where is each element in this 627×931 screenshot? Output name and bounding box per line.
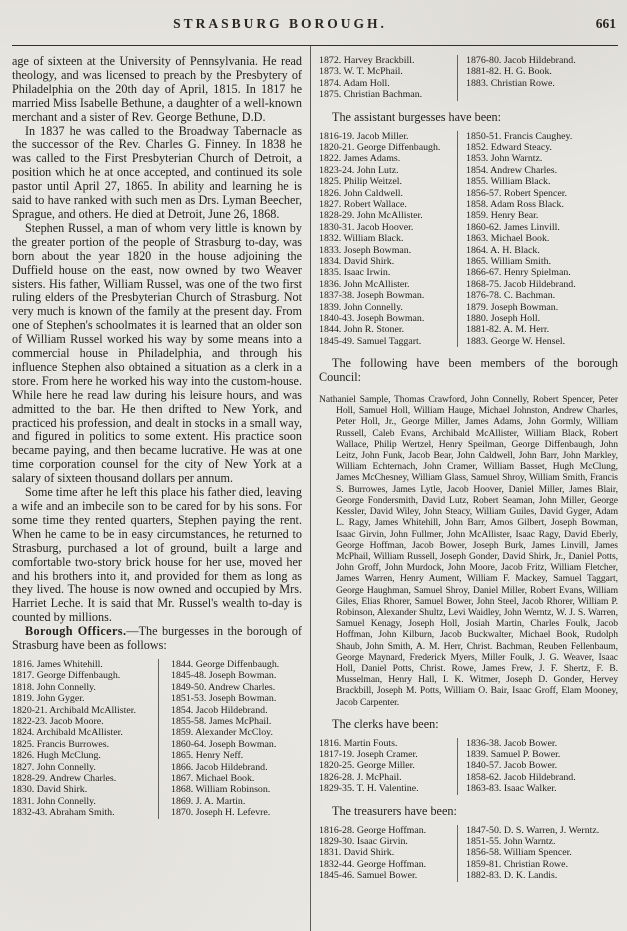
list-item: 1876-80. Jacob Hildebrand. xyxy=(466,55,576,66)
list-item: 1869. J. A. Martin. xyxy=(171,795,246,807)
list-item: 1864. A. H. Black. xyxy=(466,244,540,256)
list-item: 1830-31. Jacob Hoover. xyxy=(319,221,414,233)
page-number: 661 xyxy=(595,16,616,31)
list-item: 1872. Harvey Brackbill. xyxy=(319,55,415,66)
assistant-burgesses-heading: The assistant burgesses have been: xyxy=(332,109,502,124)
list-item: 1825. Francis Burrowes. xyxy=(12,738,110,750)
list-item: 1827. John Connelly. xyxy=(12,761,96,773)
list-item: 1865. William Smith. xyxy=(466,256,552,267)
list-item: 1866-67. Henry Spielman. xyxy=(466,267,571,279)
page-title: STRASBURG BOROUGH. xyxy=(173,16,387,31)
list-item: 1859-81. Christian Rowe. xyxy=(466,858,569,870)
list-item: 1832. William Black. xyxy=(319,233,404,245)
list-item: 1836. John McAllister. xyxy=(319,278,410,290)
list-item: 1879. Joseph Bowman. xyxy=(466,301,559,313)
list-item: 1831. David Shirk. xyxy=(319,847,395,859)
treasurers-list xyxy=(319,825,618,882)
council-members-names: Nathaniel Sample, Thomas Crawford, John Connelly, Robert Spencer, Peter Holl, Samuel Holl, William Hauge, Michael Johnston, Andrew Charles, Peter Holl, Jr., George Miller, James Adams, John Gormly, William Russell, Caleb Evans, Archibald McAllister, William Black, Robert Wallace, Philip Wertzel, Henry Speilman, George Diffenbaugh, John Leitz, John Funk, Jacob Bear, John Caldwell, John Barr, John Markley, William Echternach, John Cramer, William Basset, Hugh McClung, James McChesney, William Glass, Samuel Shroy, William Smith, Francis S. Burrowes, James Lytle, Jacob Hoover, Daniel Miller, James Blair, George Fondersmith, David Lutz, Robert Seaman, John Miller, George Kessler, David Wiley, John Steacy, William Guiles, David Gyger, Adam L. Ragy, James Whitehill, John Barr, Amos Gilbert, Joseph Bowman, Isaac Girvin, John Fullmer, John McAllister, Isaac Ragy, David Eberly, George Hoffman, Jacob Bower, Joseph Burk, James Linvill, James McPhail, William Russell, Joseph Gonder, David Shirk, Jr., Daniel Potts, John Groff, John Murdock, John Moore, Jacob Fritz, William Fletcher, James Warren, Henry Aument, William F. Mackey, Samuel Taggart, George Haughman, Samuel Shroy, Daniel Miller, Robert Evans, William Giles, Elias Rhorer, Samuel Bower, John Steel, Jacob Rhorer, William P. Robinson, Alexander Shultz, Levi Waidley, John Werntz, W. J. S. Warren, Samuel Kenagy, Joseph Holl, Josiah Martin, Charles Foulk, Jacob Hoffman, John Kilburn, Jacob Buckwalter, Michael Book, Rudolph Shaub, John Smith, A. M. Herr, Christ. Bachman, Reuben Fellenbaum, George Maynard, Frederick Myers, Miller Foulk, J. G. Weaver, Isaac Holl, Daniel Potts, Christ. Rowe, James Frew, J. F. Shertz, F. B. Musselman, Henry Hall, I. K. Witmer, Joseph D. Gonder, Hervey Brackbill, Joseph M. Potts, William O. Bair, Isaac Groff, Elam Mooney, Jacob Carpenter. xyxy=(319,394,618,708)
list-item: 1826-28. J. McPhail. xyxy=(319,771,402,783)
list-item: 1863-83. Isaac Walker. xyxy=(466,783,557,795)
list-item: 1868-75. Jacob Hildebrand. xyxy=(466,278,576,290)
list-item: 1851-53. Joseph Bowman. xyxy=(171,693,277,705)
list-item: 1820-21. Archibald McAllister. xyxy=(12,704,136,716)
list-item: 1876-78. C. Bachman. xyxy=(466,290,556,302)
list-item: 1859. Henry Bear. xyxy=(466,210,539,222)
list-item: 1818. John Connelly. xyxy=(12,681,96,693)
list-item: 1853. John Warntz. xyxy=(466,153,543,165)
list-item: 1854. Jacob Hildebrand. xyxy=(171,704,268,716)
list-item: 1837-38. Joseph Bowman. xyxy=(319,290,425,302)
treasurers-heading: The treasurers have been: xyxy=(332,803,457,818)
list-item: 1831. John Connelly. xyxy=(12,795,96,807)
list-item: 1823-24. John Lutz. xyxy=(319,164,399,176)
list-item: 1852. Edward Steacy. xyxy=(466,141,553,153)
list-item: 1845-49. Samuel Taggart. xyxy=(319,335,422,347)
borough-officers-intro xyxy=(12,625,302,653)
list-item: 1822. James Adams. xyxy=(319,153,401,165)
text-columns xyxy=(12,46,618,931)
list-item: 1874. Adam Holl. xyxy=(319,77,390,89)
list-item: 1820-25. George Miller. xyxy=(319,760,415,772)
list-item: 1855. William Black. xyxy=(466,176,551,188)
clerks-heading: The clerks have been: xyxy=(332,716,439,731)
list-item: 1834. David Shirk. xyxy=(319,256,395,267)
list-item: 1845-46. Samuel Bower. xyxy=(319,870,418,882)
list-item: 1863. Michael Book. xyxy=(466,233,550,245)
list-item: 1828-29. John McAllister. xyxy=(319,210,423,222)
paragraph-russel-family: Some time after he left this place his father died, leaving a wife and an imbecile son to be cared for by his sons. For some time they rented quarters, Stephen paying the rent. When he came to be in easy circumstances, he returned to Strasburg, purchased a lot of ground, built a large and comfortable two-story brick house for her use, moved her and his brothers into it, and provided for them as long as they lived. The house is now owned and occupied by Mrs. Harriet Leche. It is said that Mr. Russel's wealth to-day is counted by millions. xyxy=(12,485,302,625)
list-item: 1870. Joseph H. Lefevre. xyxy=(171,807,271,819)
list-item: 1850-51. Francis Caughey. xyxy=(466,130,573,142)
list-item: 1816. James Whitehill. xyxy=(12,658,103,670)
list-item: 1826. Hugh McClung. xyxy=(12,750,101,762)
list-item: 1832-44. George Hoffman. xyxy=(319,858,427,870)
list-item: 1865. Henry Neff. xyxy=(171,750,244,762)
list-item: 1860-62. James Linvill. xyxy=(466,221,560,233)
paragraph-biography-continuation: age of sixteen at the University of Pennsylvania. He read theology, and was licensed to preach by the Presbytery of Philadelphia on the 20th day of April, 1815. In 1817 he married Miss Isabelle Bethune, a daughter of a well-known merchant and a sister of Rev. George Bethune, D.D. xyxy=(12,54,302,124)
list-item: 1839. Samuel P. Bower. xyxy=(466,749,561,761)
burgesses-list xyxy=(12,659,302,819)
list-item: 1856-58. William Spencer. xyxy=(466,847,572,859)
list-item: 1833. Joseph Bowman. xyxy=(319,244,412,256)
list-item: 1830. David Shirk. xyxy=(12,784,88,796)
list-item: 1829-35. T. H. Valentine. xyxy=(319,783,419,795)
list-item: 1840-57. Jacob Bower. xyxy=(466,760,558,772)
page-header xyxy=(12,0,618,46)
treasurers-list-left xyxy=(319,825,458,882)
list-item: 1873. W. T. McPhail. xyxy=(319,66,403,78)
paragraph-broadway-tabernacle: In 1837 he was called to the Broadway Tabernacle as the successor of the Rev. Charles G. Finney. In 1838 he was called to the First Presbyterian Church of Detroit, a position which he at once accepted, and continued its sole pastor until April 27, 1865. In ability and learning he is said to have ranked with such men as Drs. Lyman Beecher, Sprague, and others. He died at Detroit, June 26, 1868. xyxy=(12,123,302,221)
list-item: 1835. Isaac Irwin. xyxy=(319,267,391,279)
burgesses-continued-list xyxy=(319,55,618,101)
list-item: 1819. John Gyger. xyxy=(12,693,85,705)
list-item: 1828-29. Andrew Charles. xyxy=(12,773,117,785)
clerks-list-right xyxy=(458,738,576,795)
list-item: 1820-21. George Diffenbaugh. xyxy=(319,141,441,153)
list-item: 1825. Philip Weitzel. xyxy=(319,176,402,188)
list-item: 1858-62. Jacob Hildebrand. xyxy=(466,771,576,783)
list-item: 1817-19. Joseph Cramer. xyxy=(319,749,418,761)
list-item: 1881-82. H. G. Book. xyxy=(466,66,552,78)
list-item: 1860-64. Joseph Bowman. xyxy=(171,738,277,750)
list-item: 1816-28. George Hoffman. xyxy=(319,824,427,836)
list-item: 1822-23. Jacob Moore. xyxy=(12,716,104,727)
list-item: 1817. George Diffenbaugh. xyxy=(12,670,121,682)
list-item: 1859. Alexander McCloy. xyxy=(171,727,273,739)
clerks-list-left xyxy=(319,738,458,795)
burgesses-continued-left xyxy=(319,55,458,101)
assistant-burgesses-right xyxy=(458,131,576,348)
list-item: 1868. William Robinson. xyxy=(171,784,271,796)
list-item: 1882-83. D. K. Landis. xyxy=(466,870,558,882)
list-item: 1849-50. Andrew Charles. xyxy=(171,681,276,693)
list-item: 1856-57. Robert Spencer. xyxy=(466,187,567,199)
burgesses-list-right xyxy=(159,659,279,819)
list-item: 1883. Christian Rowe. xyxy=(466,77,555,89)
list-item: 1827. Robert Wallace. xyxy=(319,198,407,210)
list-item: 1816-19. Jacob Miller. xyxy=(319,130,409,142)
borough-officers-intro-text: —The burgesses in the borough of Strasburg have been as follows: xyxy=(12,624,302,653)
list-item: 1816. Martin Fouts. xyxy=(319,737,398,749)
list-item: 1881-82. A. M. Herr. xyxy=(466,324,550,336)
list-item: 1854. Andrew Charles. xyxy=(466,164,558,176)
list-item: 1858. Adam Ross Black. xyxy=(466,198,564,210)
paragraph-stephen-russel: Stephen Russel, a man of whom very little is known by the greater portion of the people of Strasburg to-day, was born about the year 1820 in the house adjoining the Duffield house on the east, now owned by two Weaver sisters. His father, William Russel, was one of the two first ruling elders of the Presbyterian Church of Strasburg. Not very much is known of the family at the present day. From one of Stephen's schoolmates it is learned that an older son of William Russel worked his way by some means into a commercial house in Philadelphia, and through his influence Stephen also obtained a situation as a clerk in a store. From here he worked his way into the custom-house. While here he read law during his leisure hours, and was admitted to the bar. He then drifted to New York, and practiced his profession, and dealt in stocks in a small way, and figured in politics to some extent. His practice soon became paying, and then became lucrative. He was at one time corporation counsel for the city of New York at a salary of sixteen thousand dollars per annum. xyxy=(12,220,302,486)
treasurers-list-right xyxy=(458,825,599,882)
council-heading: The following have been members of the borough Council: xyxy=(319,356,618,385)
left-column xyxy=(12,46,310,931)
list-item: 1867. Michael Book. xyxy=(171,773,255,785)
burgesses-list-left xyxy=(12,659,159,819)
list-item: 1880. Joseph Holl. xyxy=(466,313,541,325)
burgesses-continued-right xyxy=(458,55,576,101)
assistant-burgesses-left xyxy=(319,131,458,348)
right-column xyxy=(311,46,618,931)
list-item: 1844. George Diffenbaugh. xyxy=(171,658,280,670)
list-item: 1832-43. Abraham Smith. xyxy=(12,807,115,819)
list-item: 1840-43. Joseph Bowman. xyxy=(319,313,425,325)
list-item: 1883. George W. Hensel. xyxy=(466,335,566,347)
list-item: 1844. John R. Stoner. xyxy=(319,324,405,336)
list-item: 1866. Jacob Hildebrand. xyxy=(171,761,268,773)
clerks-list xyxy=(319,738,618,795)
borough-officers-heading: Borough Officers. xyxy=(25,624,127,639)
list-item: 1875. Christian Bachman. xyxy=(319,89,423,101)
assistant-burgesses-list xyxy=(319,131,618,348)
list-item: 1836-38. Jacob Bower. xyxy=(466,737,558,749)
list-item: 1851-55. John Warntz. xyxy=(466,836,556,847)
list-item: 1824. Archibald McAllister. xyxy=(12,727,123,739)
list-item: 1826. John Caldwell. xyxy=(319,187,403,199)
list-item: 1839. John Connelly. xyxy=(319,301,403,313)
list-item: 1829-30. Isaac Girvin. xyxy=(319,836,408,847)
list-item: 1855-58. James McPhail. xyxy=(171,716,272,727)
list-item: 1845-48. Joseph Bowman. xyxy=(171,670,277,682)
list-item: 1847-50. D. S. Warren, J. Werntz. xyxy=(466,824,600,836)
